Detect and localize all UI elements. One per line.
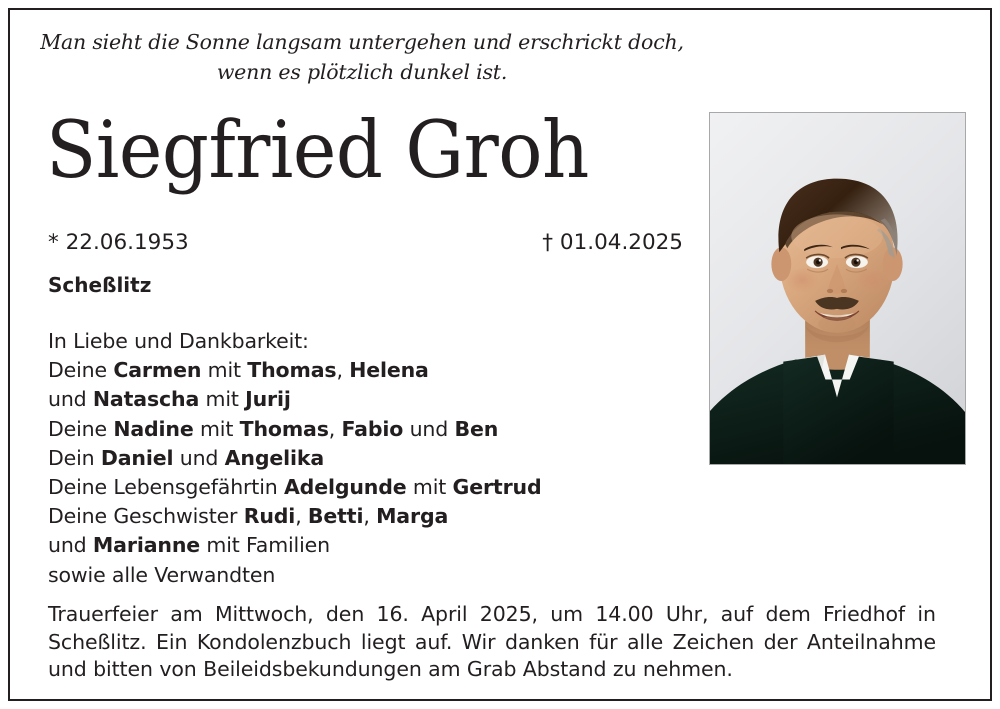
place-name: Scheßlitz	[48, 273, 152, 297]
epigraph-line-1: Man sieht die Sonne langsam untergehen und erschrickt doch,	[40, 30, 684, 54]
death-date-value: 01.04.2025	[559, 230, 683, 255]
life-dates	[48, 229, 683, 257]
survivors-list	[48, 327, 688, 590]
survivor-name: Carmen	[113, 358, 202, 383]
survivor-connector: Deine Geschwister	[48, 504, 244, 529]
survivors-line	[48, 415, 688, 444]
survivor-connector: sowie alle Verwandten	[48, 562, 276, 587]
survivor-name: Adelgunde	[283, 475, 407, 500]
survivor-connector: Deine	[48, 358, 114, 383]
birth-star-icon: *	[48, 230, 59, 255]
survivor-connector: Deine Lebensgefährtin	[48, 475, 284, 500]
birth-date-value: 22.06.1953	[65, 230, 189, 255]
survivor-name: Marga	[376, 504, 449, 529]
survivors-line	[48, 473, 688, 502]
epigraph-line-2: wenn es plötzlich dunkel ist.	[216, 60, 508, 84]
survivor-connector: und	[173, 445, 225, 470]
survivor-name: Ben	[454, 416, 499, 441]
deceased-name: Siegfried Groh	[46, 104, 589, 196]
death-date	[542, 229, 683, 257]
survivor-name: Fabio	[341, 416, 404, 441]
survivor-name: Natascha	[92, 387, 200, 412]
funeral-info-line-2: Scheßlitz. Ein Kondolenzbuch liegt auf. Wir danken für alle Zeichen der Anteilnahme	[48, 629, 936, 654]
survivors-line	[48, 561, 688, 590]
survivor-connector: mit	[406, 475, 453, 500]
survivor-connector: mit Familien	[200, 533, 330, 558]
survivors-line	[48, 531, 688, 560]
survivor-connector: mit	[193, 416, 240, 441]
funeral-info-line-1: Trauerfeier am Mittwoch, den 16. April 2025, um 14.00 Uhr, auf dem Friedhof in	[48, 602, 936, 626]
survivors-line	[48, 385, 688, 414]
survivor-connector: ,	[295, 504, 308, 529]
survivor-name: Gertrud	[452, 475, 542, 500]
survivor-connector: und	[48, 387, 93, 412]
survivor-name: Rudi	[243, 504, 296, 529]
survivor-name: Thomas	[239, 416, 329, 441]
funeral-information	[48, 601, 936, 684]
survivor-connector: ,	[336, 358, 350, 383]
epigraph	[30, 27, 694, 87]
survivors-line	[48, 356, 688, 385]
survivor-connector: ,	[363, 504, 377, 529]
survivor-name: Helena	[349, 358, 429, 383]
survivor-name: Betti	[307, 504, 364, 529]
survivor-name: Marianne	[92, 533, 201, 558]
funeral-info-line-3: und bitten von Beileidsbekundungen am Grab Abstand zu nehmen.	[48, 657, 733, 681]
survivor-connector: Dein	[48, 445, 101, 470]
portrait-photo	[709, 112, 966, 465]
survivors-line	[48, 444, 688, 473]
survivors-intro: In Liebe und Dankbarkeit:	[48, 329, 309, 353]
survivor-name: Angelika	[224, 445, 325, 470]
survivor-connector: Deine	[48, 416, 114, 441]
portrait-illustration	[710, 113, 965, 464]
survivor-connector: ,	[328, 416, 342, 441]
survivor-name: Thomas	[247, 358, 337, 383]
birth-date	[48, 229, 189, 257]
survivor-name: Nadine	[113, 416, 194, 441]
death-cross-icon: †	[542, 230, 554, 255]
survivor-connector: und	[48, 533, 93, 558]
survivor-connector: mit	[201, 358, 248, 383]
survivor-name: Daniel	[100, 445, 174, 470]
survivor-name: Jurij	[245, 387, 291, 412]
survivor-connector: mit	[199, 387, 246, 412]
survivors-line	[48, 502, 688, 531]
survivor-connector: und	[403, 416, 455, 441]
